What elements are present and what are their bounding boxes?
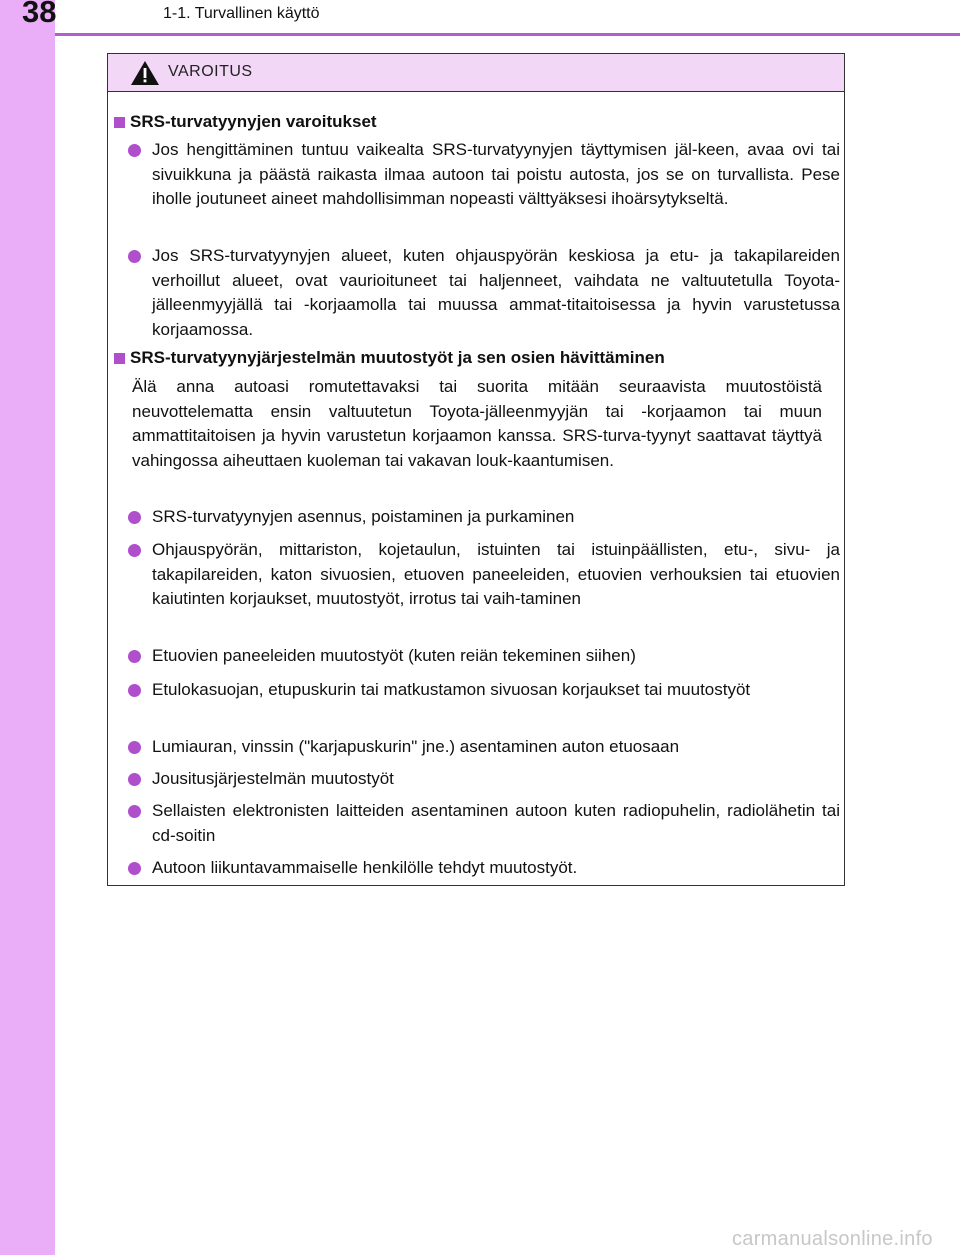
circle-bullet-icon [128,650,141,663]
circle-bullet-icon [128,741,141,754]
list-item [128,505,840,530]
list-item-text: Etulokasuojan, etupuskurin tai matkustamon sivuosan korjaukset tai muutostyöt [152,680,751,699]
list-item [128,856,840,881]
list-item [128,538,840,612]
warning-box [107,53,845,886]
list-item-text: Jos hengittäminen tuntuu vaikealta SRS-turvatyynyjen täyttymisen jäl-keen, avaa ovi tai sivuikkuna ja päästä raikasta ilmaa autoon tai poistu autosta, jos se on turvallista. Pese iholle joutuneet aineet mahdollisimman nopeasti välttyäksesi ihoärsytykseltä. [152,140,840,208]
warning-title: VAROITUS [168,63,253,80]
section-heading [114,112,377,132]
page-number: 38 [22,0,57,29]
header-rule [55,33,960,36]
square-bullet-icon [114,353,125,364]
circle-bullet-icon [128,250,141,263]
list-item-text: SRS-turvatyynyjen asennus, poistaminen ja purkaminen [152,507,575,526]
list-item [128,735,840,760]
list-item-text: Lumiauran, vinssin ("karjapuskurin" jne.) asentaminen auton etuosaan [152,737,680,756]
list-item [128,138,840,212]
circle-bullet-icon [128,684,141,697]
circle-bullet-icon [128,544,141,557]
warning-triangle-icon [130,60,160,86]
square-bullet-icon [114,117,125,128]
section-heading-text: SRS-turvatyynyjen varoitukset [130,112,377,131]
circle-bullet-icon [128,805,141,818]
circle-bullet-icon [128,773,141,786]
warning-header [108,54,844,92]
list-item [128,767,840,792]
list-item-text: Etuovien paneeleiden muutostyöt (kuten reiän tekeminen siihen) [152,646,636,665]
circle-bullet-icon [128,144,141,157]
section-heading-text: SRS-turvatyynyjärjestelmän muutostyöt ja sen osien hävittäminen [130,348,665,367]
circle-bullet-icon [128,511,141,524]
list-item [128,799,840,848]
footer-watermark: carmanualsonline.info [732,1228,933,1250]
list-item-text: Sellaisten elektronisten laitteiden asentaminen autoon kuten radiopuhelin, radiolähetin tai cd-soitin [152,801,840,845]
section-heading [114,348,665,368]
circle-bullet-icon [128,862,141,875]
list-item-text: Jousitusjärjestelmän muutostyöt [152,769,394,788]
list-item-text: Ohjauspyörän, mittariston, kojetaulun, istuinten tai istuinpäällisten, etu-, sivu- ja takapilareiden, katon sivuosien, etuoven paneeleiden, etuovien verhouksien tai etuovien kaiutinten korjaukset, muutostyöt, irrotus tai vaih-taminen [152,540,840,608]
list-item [128,644,840,669]
list-item-text: Jos SRS-turvatyynyjen alueet, kuten ohjauspyörän keskiosa ja etu- ja takapilareiden verhoillut alueet, ovat vaurioituneet tai haljenneet, vaihdata ne valtuutetulla Toyota-jälleenmyyjällä tai -korjaamolla tai muussa ammat-titaitoisessa ja hyvin varustetussa korjaamossa. [152,246,840,339]
list-item-text: Autoon liikuntavammaiselle henkilölle tehdyt muutostyöt. [152,858,578,877]
section-paragraph: Älä anna autoasi romutettavaksi tai suorita mitään seuraavista muutostöistä neuvottelematta ensin valtuutetun Toyota-jälleenmyyjän tai -korjaamon tai muun ammattitaitoisen ja hyvin varustetun korjaamon kanssa. SRS-turva-tyynyt saattavat täyttyä vahingossa aiheuttaen kuoleman tai vakavan louk-kaantumisen. [132,377,822,470]
list-item [128,678,840,703]
left-color-band [0,0,55,1255]
section-title: 1-1. Turvallinen käyttö [163,5,320,22]
list-item [128,244,840,342]
